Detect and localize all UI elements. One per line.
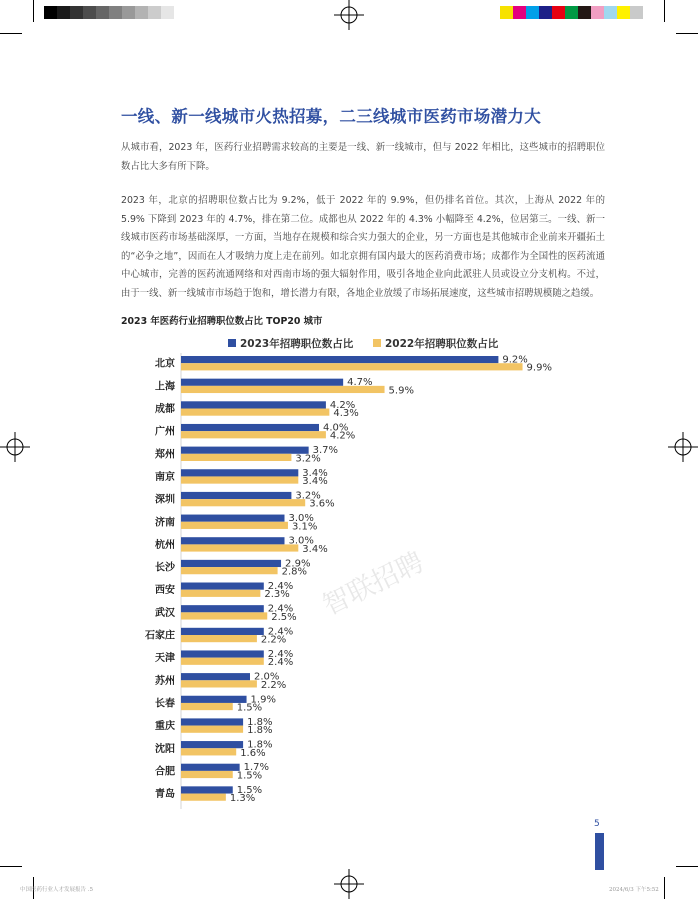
data-label-2022: 4.3% [333,408,359,419]
category-label: 成都 [155,404,175,415]
category-label: 石家庄 [145,630,175,642]
footer-right: 2024/6/3 下午5:52 [609,887,659,893]
bar-2023 [181,718,243,725]
bar-2022 [181,431,326,438]
data-label-2023: 4.0% [323,422,349,434]
data-label-2023: 1.5% [236,784,263,796]
legend-label: 2023年招聘职位数占比 [240,338,354,350]
bar-2022 [181,590,260,597]
data-label-2022: 1.6% [240,747,266,759]
bar-2022 [181,771,233,778]
category-label: 广州 [155,426,175,438]
bar-2023 [181,673,250,680]
bar-2023 [181,583,264,590]
bar-2022 [181,363,523,370]
paragraph-intro: 从城市看，2023 年，医药行业招聘需求较高的主要是一线、新一线城市，但与 2022 年相比，这些城市的招聘职位数占比大多有所下降。 [121,142,605,172]
data-label-2023: 2.4% [267,626,294,638]
data-label-2023: 3.7% [312,445,339,457]
data-label-2022: 2.2% [260,634,287,646]
paragraph-detail: 2023 年，北京的招聘职位数占比为 9.2%，低于 2022 年的 9.9%，但仍排名首位。其次，上海从 2022 年的 5.9% 下降到 2023 年的 4.7%，排在第二位。成都也从 2022 年的 4.3% 小幅降至 4.2%，位居第三。一线、新一线城市医药市场基础深厚，一方面，当地存在规模和综合实力强大的企业，另一方面也是其他城市企业前来开疆拓土的“必争之地”，因而在人才吸纳力度上走在前列。如北京拥有国内最大的医药消费市场；成都作为全国性的医药流通中心城市，完善的医药流通网络和对西南市场的强大辐射作用，吸引各地企业向此派驻人员或设立分支机构。不过，由于一线、新一线城市市场趋于饱和，增长潜力有限，各地企业放缓了市场拓展速度，这些城市招聘规模随之趋缓。 [121,195,605,299]
bar-2023 [181,741,243,748]
bar-2023 [181,515,285,522]
category-label: 苏州 [155,675,175,687]
footer-left: 中国医药行业人才发展报告 .5 [20,887,93,893]
bar-2023 [181,379,343,386]
category-label: 青岛 [155,789,175,801]
bar-2023 [181,401,326,408]
data-label-2022: 2.5% [271,611,297,623]
legend-swatch [373,339,381,347]
data-label-2022: 5.9% [388,385,414,397]
bar-2022 [181,748,236,755]
bar-2023 [181,537,285,544]
bar-2022 [181,635,257,642]
data-label-2023: 1.8% [247,716,273,728]
data-label-2022: 1.3% [229,793,256,805]
data-label-2023: 3.2% [295,490,321,502]
category-label: 沈阳 [155,743,175,755]
data-label-2022: 3.4% [302,475,328,487]
data-label-2023: 9.2% [502,354,528,366]
category-label: 西安 [155,585,175,597]
category-label: 武汉 [155,607,175,619]
data-label-2022: 1.8% [247,725,273,737]
bar-2023 [181,560,281,567]
data-label-2023: 1.9% [250,694,276,706]
bar-2022 [181,726,243,733]
bar-2022 [181,499,305,506]
category-label: 长沙 [155,562,175,574]
bar-2023 [181,628,264,635]
category-label: 长春 [155,698,175,710]
chart-title: 2023 年医药行业招聘职位数占比 TOP20 城市 [121,316,323,327]
bar-2023 [181,356,498,363]
data-label-2022: 3.2% [295,453,321,465]
bar-2022 [181,680,257,687]
data-label-2023: 2.4% [267,603,294,615]
data-label-2023: 4.2% [329,399,356,411]
category-label: 济南 [155,517,175,529]
category-label: 合肥 [155,766,175,778]
data-label-2022: 2.8% [281,566,308,578]
data-label-2023: 2.0% [254,671,280,683]
data-label-2023: 3.4% [302,467,328,479]
data-label-2022: 2.2% [260,679,287,691]
bar-2023 [181,650,264,657]
bar-2022 [181,612,267,619]
data-label-2023: 3.0% [288,535,314,547]
data-label-2022: 2.4% [267,657,294,669]
data-label-2023: 2.4% [267,648,294,660]
bar-2022 [181,658,264,665]
data-label-2022: 3.1% [291,521,318,533]
category-label: 上海 [155,381,175,393]
page-tab-marker [595,833,604,870]
bar-2022 [181,567,278,574]
data-label-2022: 1.5% [236,702,263,714]
bar-2022 [181,476,298,483]
category-label: 天津 [155,653,175,665]
data-label-2023: 3.0% [288,513,314,525]
data-label-2023: 1.8% [247,739,273,751]
bar-2022 [181,544,298,551]
category-label: 南京 [155,471,175,483]
legend-swatch [228,339,236,347]
data-label-2022: 2.3% [264,589,290,601]
data-label-2023: 2.4% [267,581,294,592]
bar-2022 [181,703,233,710]
bar-2023 [181,786,233,793]
bar-2023 [181,469,298,476]
bar-2023 [181,605,264,612]
data-label-2023: 4.7% [347,377,373,389]
bar-2022 [181,409,329,416]
data-label-2023: 2.9% [285,558,311,570]
section-heading: 一线、新一线城市火热招募，二三线城市医药市场潜力大 [121,107,541,126]
bar-2023 [181,492,291,499]
bar-2022 [181,522,288,529]
data-label-2022: 9.9% [526,362,552,374]
page-number: 5 [594,819,600,829]
bar-2023 [181,764,240,771]
bar-2022 [181,794,226,801]
bar-2022 [181,454,291,461]
category-label: 郑州 [155,449,175,461]
data-label-2022: 4.2% [329,430,356,442]
data-label-2023: 1.7% [243,762,270,774]
bar-2023 [181,447,309,454]
category-label: 深圳 [155,494,175,506]
category-label: 北京 [155,358,175,370]
bar-2023 [181,424,319,431]
data-label-2022: 3.6% [309,498,335,510]
legend-label: 2022年招聘职位数占比 [385,338,499,350]
category-label: 杭州 [155,539,175,551]
data-label-2022: 1.5% [236,770,263,782]
category-label: 重庆 [155,721,175,733]
watermark: 智联招聘 [317,546,429,622]
data-label-2022: 3.4% [302,543,328,555]
